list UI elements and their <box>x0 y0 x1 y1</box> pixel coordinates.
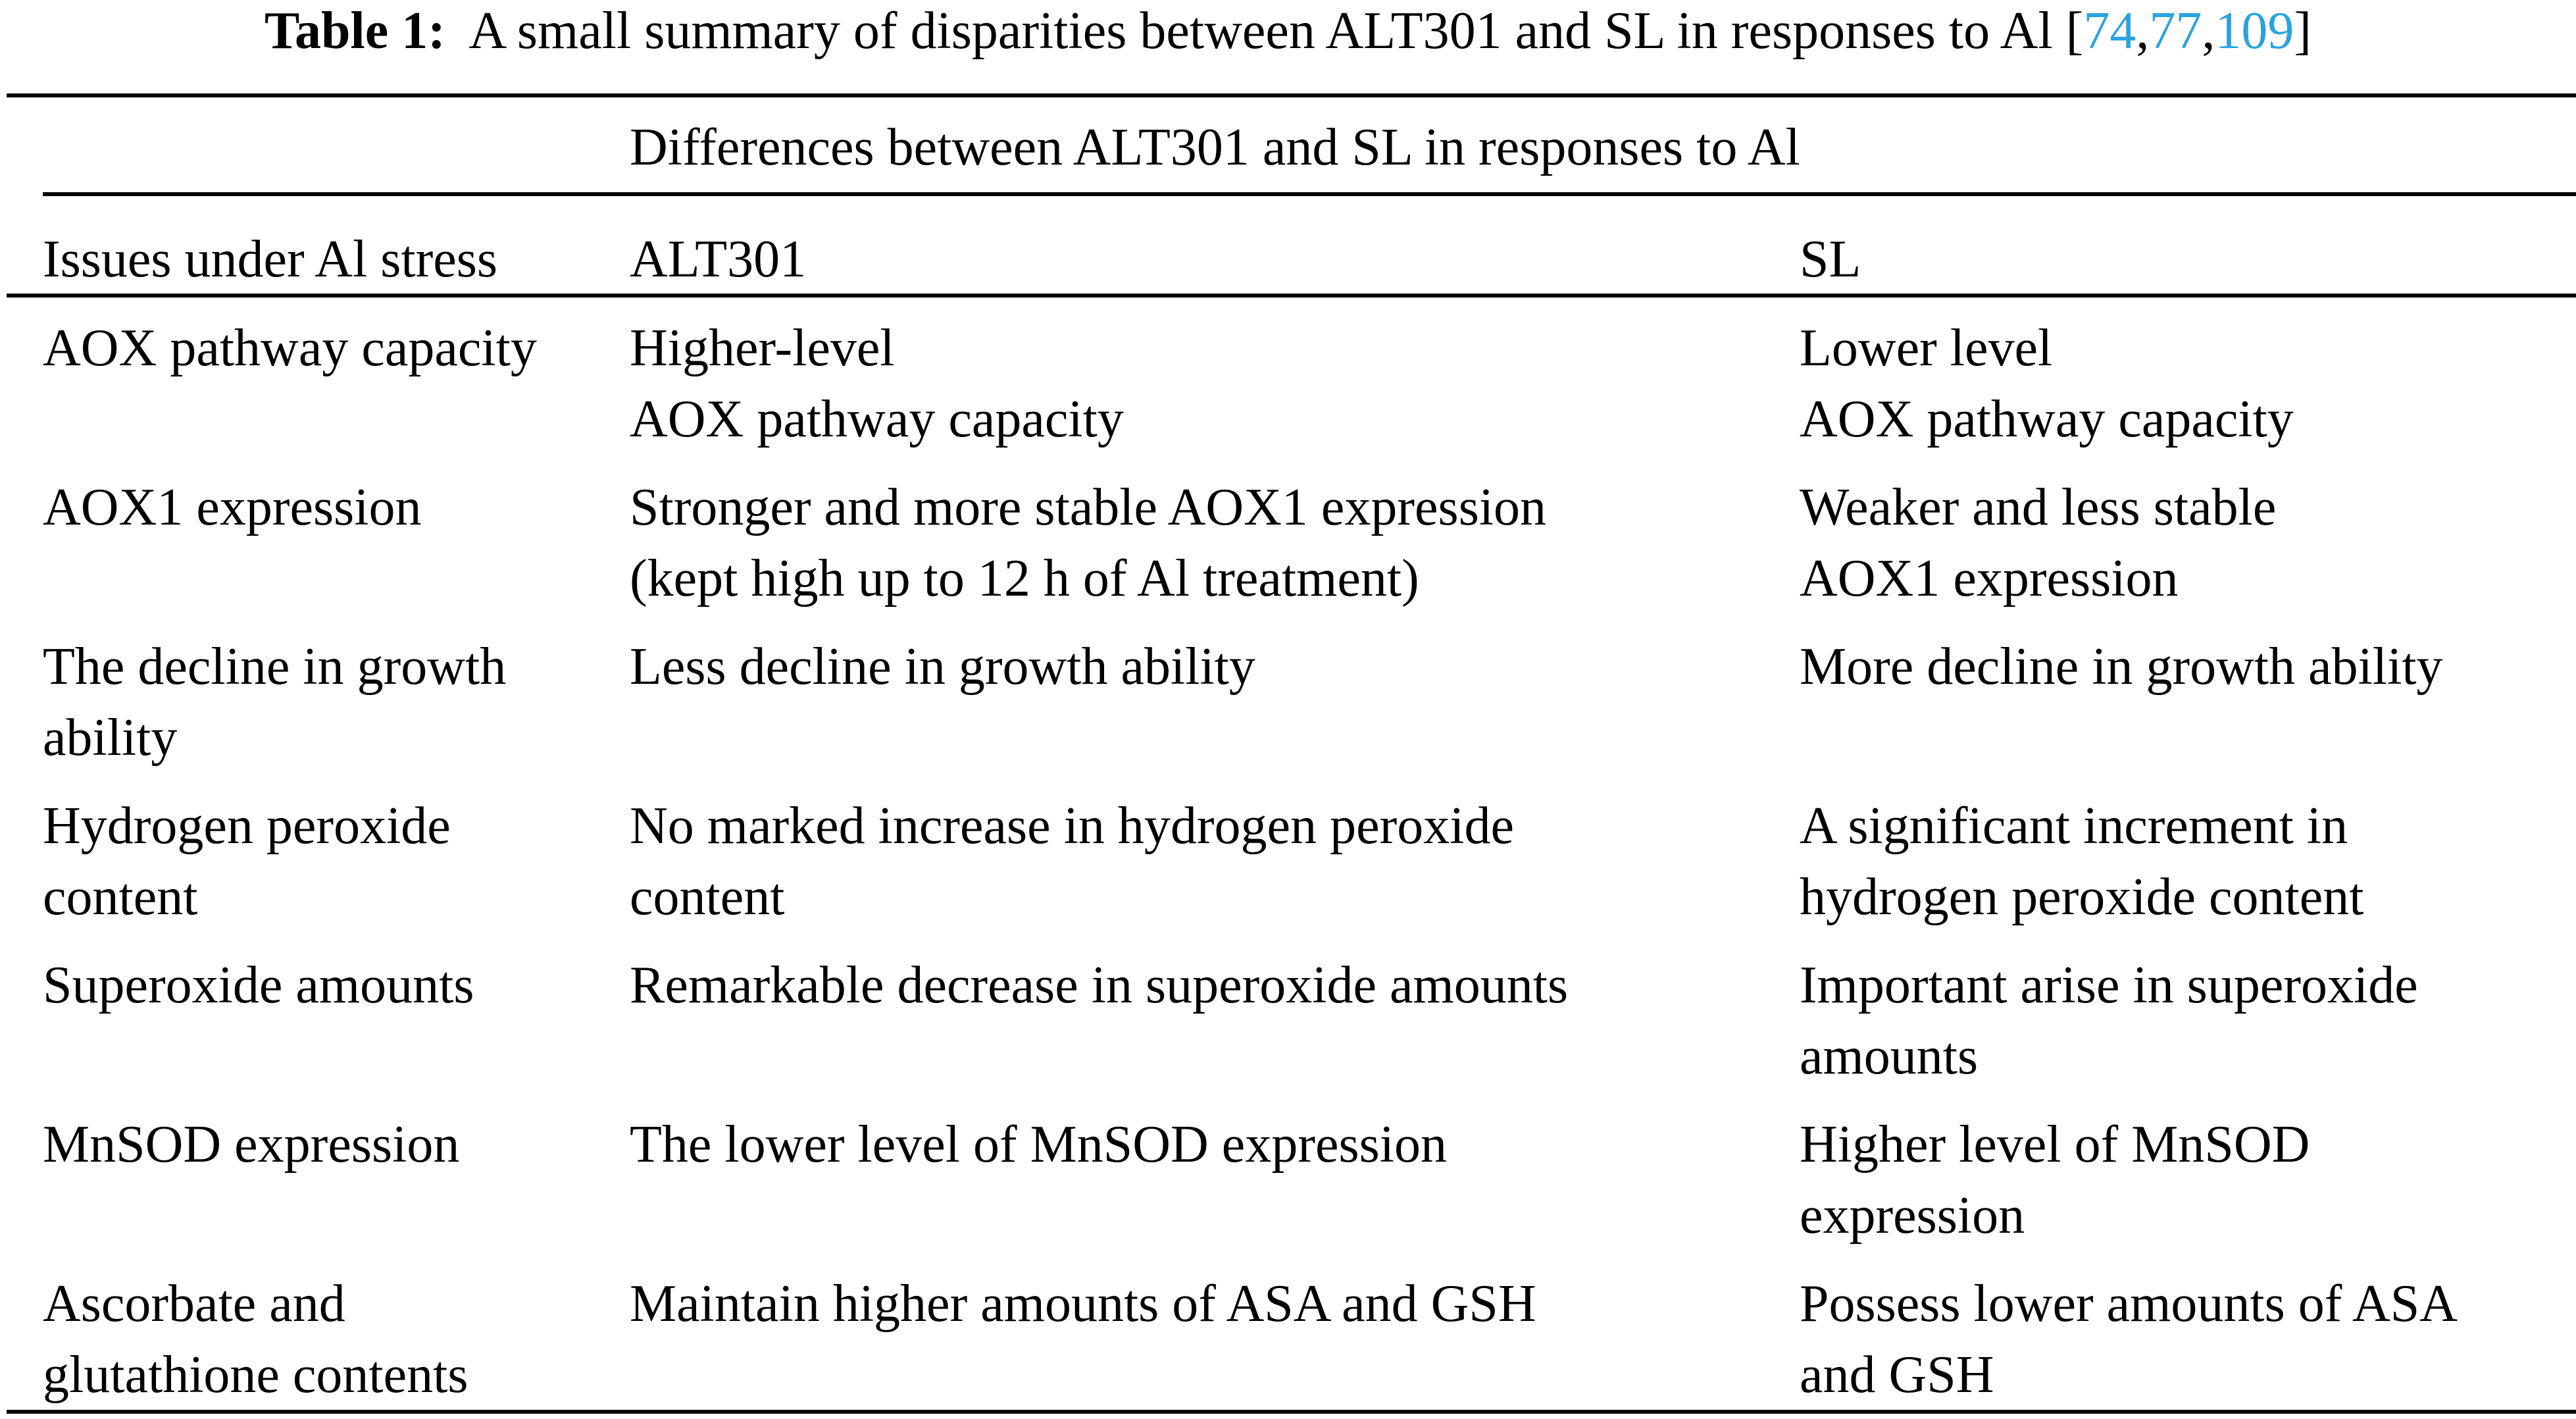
column-header-issues: Issues under Al stress <box>43 230 498 288</box>
separator: , <box>2202 2 2215 60</box>
reference-link[interactable]: 109 <box>2215 2 2294 60</box>
cell-sl: A significant increment in hydrogen peroxide content <box>1800 797 2364 926</box>
caption-label: Table 1: <box>265 2 445 60</box>
caption-text: A small summary of disparities between ALT301 and SL in responses to Al <box>468 2 2053 60</box>
column-header-sl: SL <box>1800 230 1861 288</box>
bracket: ] <box>2294 2 2311 60</box>
cell-alt301: Remarkable decrease in superoxide amounts <box>630 956 1569 1014</box>
cell-issue: Hydrogen peroxide content <box>43 797 451 926</box>
cell-sl: Possess lower amounts of ASA and GSH <box>1800 1275 2458 1404</box>
cell-issue: AOX pathway capacity <box>43 319 537 377</box>
bottom-rule <box>7 1410 2576 1414</box>
cell-alt301: Stronger and more stable AOX1 expression (kept high up to 12 h of Al treatment) <box>630 478 1547 607</box>
cell-sl: Higher level of MnSOD expression <box>1800 1116 2310 1245</box>
top-rule <box>7 93 2576 97</box>
reference-link[interactable]: 74 <box>2083 2 2136 60</box>
cell-alt301: No marked increase in hydrogen peroxide content <box>630 797 1514 926</box>
cell-sl: Important arise in superoxide amounts <box>1800 956 2418 1085</box>
cell-alt301: The lower level of MnSOD expression <box>630 1116 1447 1174</box>
separator: , <box>2136 2 2150 60</box>
cell-issue: Superoxide amounts <box>43 956 474 1014</box>
reference-link[interactable]: 77 <box>2149 2 2202 60</box>
column-header-alt301: ALT301 <box>630 230 807 288</box>
cell-issue: AOX1 expression <box>43 478 422 536</box>
cell-sl: Lower level AOX pathway capacity <box>1800 319 2294 448</box>
cell-alt301: Less decline in growth ability <box>630 638 1255 696</box>
spanning-header: Differences between ALT301 and SL in responses to Al <box>630 118 1800 176</box>
cell-alt301: Maintain higher amounts of ASA and GSH <box>630 1275 1536 1333</box>
cell-alt301: Higher-level AOX pathway capacity <box>630 319 1124 448</box>
column-header-rule <box>7 294 2576 297</box>
cell-issue: The decline in growth ability <box>43 638 507 767</box>
cell-sl: Weaker and less stable AOX1 expression <box>1800 478 2277 607</box>
cell-sl: More decline in growth ability <box>1800 638 2443 696</box>
bracket: [ <box>2065 2 2084 60</box>
cell-issue: MnSOD expression <box>43 1116 460 1174</box>
header-rule <box>43 192 2576 196</box>
cell-issue: Ascorbate and glutathione contents <box>43 1275 468 1404</box>
table-caption <box>0 0 2576 61</box>
